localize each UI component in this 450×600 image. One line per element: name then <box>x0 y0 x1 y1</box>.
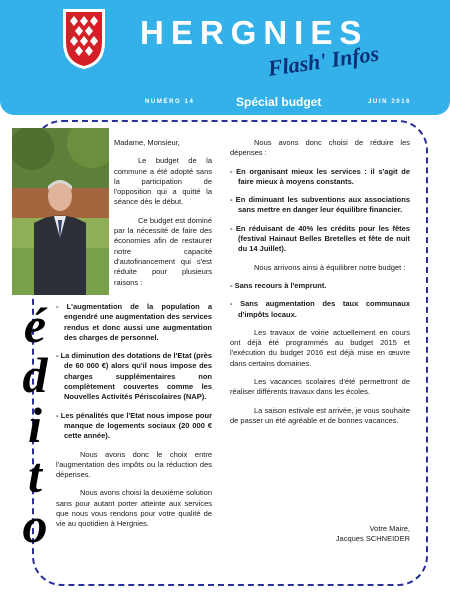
issue-date: JUIN 2016 <box>368 99 412 105</box>
paragraph: Nous avons donc le choix entre l'augmentation des impôts ou la réduction des dépenses. <box>56 449 212 480</box>
paragraph: Nous avons donc choisi de réduire les dépenses : <box>230 138 410 158</box>
issue-number: NUMÉRO 14 <box>145 99 195 105</box>
signature <box>300 524 410 545</box>
edito-column-2 <box>230 138 410 426</box>
paragraph: Nous avons choisi la deuxième solution sans pour autant porter atteinte aux services que nous vous rendons pour votre qualité de vie au quotidien à Hergnies. <box>56 488 212 529</box>
page-title: HERGNIES <box>140 14 369 51</box>
list-item: - L'augmentation de la population a engendré une augmentation des services rendus et donc aussi une augmentation des charges de personnel. <box>56 302 212 342</box>
list-item: - Les pénalités que l'Etat nous impose pour manque de logements sociaux (20 000 € cette année). <box>56 410 212 441</box>
list-item: - La diminution des dotations de l'Etat (près de 60 000 €) alors qu'il nous impose des charges supplémentaires non complètement couvertes comme les Nouvelles Activités Périscolaires (NAP). <box>56 351 212 402</box>
edito-letter: o <box>22 497 48 553</box>
list-item: - En organisant mieux les services : il s'agit de faire mieux à moyens constants. <box>230 166 410 186</box>
mayor-photo <box>12 128 109 295</box>
paragraph: Le budget de la commune a été adopté sans la participation de l'opposition qui a quitté la séance dès le début. <box>114 156 212 207</box>
edito-vertical-title <box>8 297 62 553</box>
publication-subtitle: Flash' Infos <box>266 40 381 81</box>
edito-letter: d <box>22 347 48 403</box>
list-item: - En réduisant de 40% les crédits pour les fêtes (festival Hainaut Belles Bretelles et fête de nuit du 14 Juillet). <box>230 223 410 254</box>
list-item: - En diminuant les subventions aux associations sans mettre en danger leur équilibre financier. <box>230 195 410 215</box>
paragraph: La saison estivale est arrivée, je vous souhaite de passer un été agréable et de bonnes vacances. <box>230 405 410 425</box>
signature-name: Jacques SCHNEIDER <box>335 534 410 544</box>
greeting: Madame, Monsieur, <box>114 138 180 147</box>
edito-letter: é <box>23 297 47 353</box>
edito-letter: i <box>28 397 42 453</box>
paragraph: Les vacances scolaires d'été permettront de réaliser différents travaux dans les écoles. <box>230 377 410 397</box>
edito-column-1-top <box>114 138 212 288</box>
edito-letter: t <box>28 447 42 503</box>
signature-title: Votre Maire, <box>369 524 410 533</box>
special-edition-label: Spécial budget <box>236 95 322 109</box>
paragraph: Nous arrivons ainsi à équilibrer notre budget : <box>254 262 406 272</box>
list-item: - Sans augmentation des taux communaux d'impôts locaux. <box>230 299 410 319</box>
paragraph: Les travaux de voirie actuellement en cours ont déjà été programmés au budget 2015 et l'exécution du budget 2016 est déjà mise en œuvre dans certains domaines. <box>230 327 410 368</box>
edito-column-1-bottom <box>56 302 212 530</box>
coat-of-arms-icon <box>62 8 106 70</box>
list-item: - Sans recours à l'emprunt. <box>230 280 327 290</box>
paragraph: Ce budget est dominé par la nécessité de faire des économies afin de restaurer notre capacité d'autofinancement qui s'est réduite pour plusieurs raisons : <box>114 215 212 287</box>
